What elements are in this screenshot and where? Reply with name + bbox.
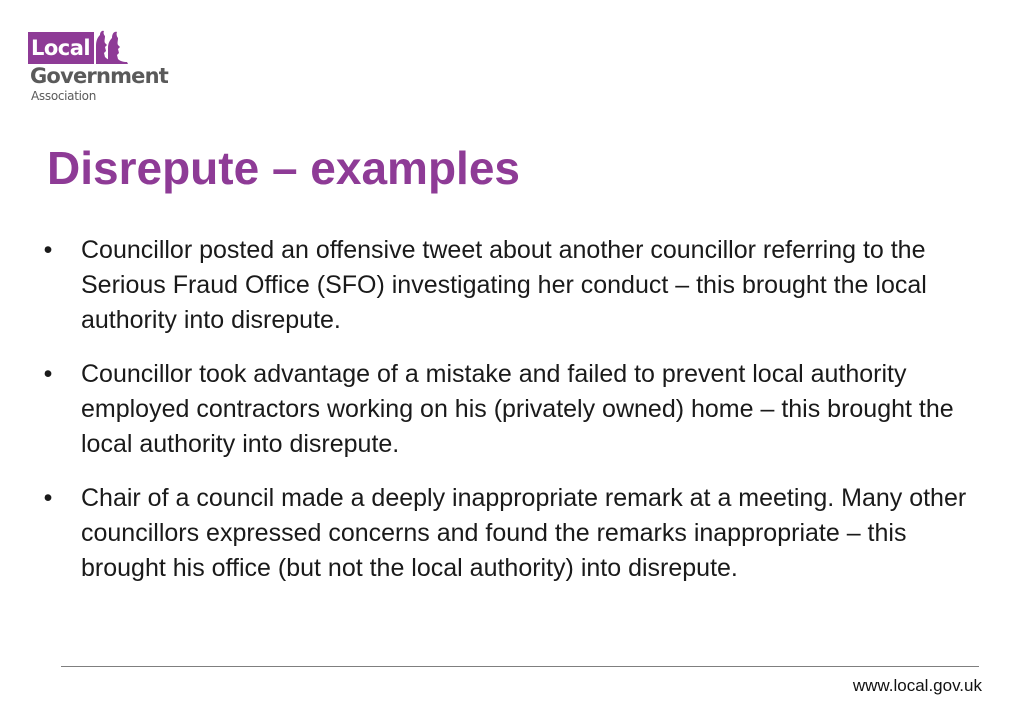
footer-url: www.local.gov.uk: [852, 676, 982, 695]
bullet-item: [40, 357, 980, 462]
bullet-item: [40, 233, 980, 338]
bullet-icon: •: [43, 484, 53, 512]
bullet-text: Chair of a council made a deeply inappropriate remark at a meeting. Many other councillors expressed concerns and found the remarks inappropriate – this brought his office (but not the local authority) into disrepute.: [81, 484, 967, 582]
logo-profiles-icon: [94, 26, 130, 64]
bullet-icon: •: [43, 236, 53, 264]
footer-divider: [61, 666, 979, 667]
bullet-list: [40, 233, 980, 605]
slide-title: Disrepute – examples: [47, 142, 521, 194]
logo-top-row: [28, 26, 130, 64]
lga-logo: [28, 26, 169, 108]
logo-association-text: Association: [31, 89, 97, 103]
logo-government-text: Government: [30, 64, 169, 88]
bullet-icon: •: [43, 360, 53, 388]
bullet-text: Councillor posted an offensive tweet about another councillor referring to the Serious Fraud Office (SFO) investigating her conduct – this brought the local authority into disrepute.: [81, 236, 927, 334]
bullet-item: [40, 481, 980, 586]
logo-local-text: Local: [28, 32, 94, 64]
bullet-text: Councillor took advantage of a mistake and failed to prevent local authority employed contractors working on his (privately owned) home – this brought the local authority into disrepute.: [81, 360, 954, 458]
